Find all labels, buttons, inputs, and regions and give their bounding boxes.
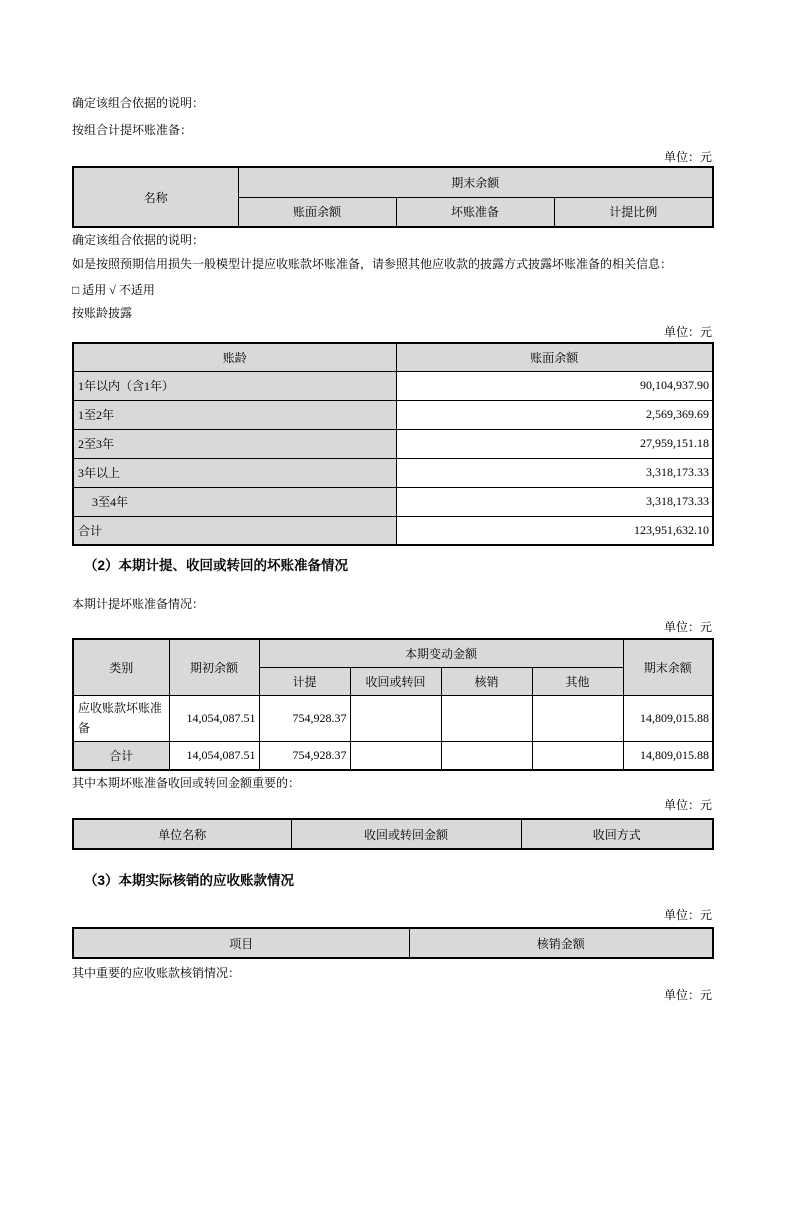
col-header-item: 项目 — [73, 928, 409, 958]
aging-label: 2至3年 — [73, 429, 396, 458]
section-2-heading: （2）本期计提、收回或转回的坏账准备情况 — [84, 558, 349, 573]
table-row-total — [73, 741, 713, 770]
aging-total-value: 123,951,632.10 — [396, 516, 713, 545]
movement-total-beginning: 14,054,087.51 — [169, 741, 259, 770]
col-header-beginning-balance: 期初余额 — [169, 639, 259, 695]
movement-total-writeoff — [441, 741, 532, 770]
col-header-writeoff: 核销 — [441, 667, 532, 695]
aging-total-label: 合计 — [73, 516, 396, 545]
col-header-category: 类别 — [73, 639, 169, 695]
table-row-total — [73, 516, 713, 545]
col-header-writeoff-amount: 核销金额 — [409, 928, 713, 958]
movement-provision: 754,928.37 — [259, 695, 350, 741]
table-row — [73, 695, 713, 741]
col-header-bad-debt-provision: 坏账准备 — [396, 197, 554, 227]
actual-writeoff-table — [72, 927, 714, 959]
recovery-table — [72, 818, 714, 850]
aging-label: 1至2年 — [73, 400, 396, 429]
col-header-aging: 账龄 — [73, 343, 396, 371]
col-header-ending-balance: 期末余额 — [623, 639, 713, 695]
col-header-change-group: 本期变动金额 — [259, 639, 623, 667]
col-header-recover: 收回或转回 — [350, 667, 441, 695]
applicability-checkbox-line: □ 适用 √ 不适用 — [72, 283, 155, 297]
movement-other — [532, 695, 623, 741]
unit-label-5: 单位：元 — [663, 908, 712, 922]
movement-total-other — [532, 741, 623, 770]
portfolio-provision-table — [72, 166, 714, 228]
movement-total-provision: 754,928.37 — [259, 741, 350, 770]
unit-label-4: 单位：元 — [663, 798, 712, 812]
movement-total-recover — [350, 741, 441, 770]
col-header-book-balance: 账面余额 — [238, 197, 396, 227]
aging-label: 3至4年 — [73, 487, 396, 516]
note-ecl-text: 如是按照预期信用损失一般模型计提应收账款坏账准备，请参照其他应收款的披露方式披露坏账准备的相关信息： — [72, 257, 673, 271]
col-header-provision-ratio: 计提比例 — [554, 197, 713, 227]
aging-value: 27,959,151.18 — [396, 429, 713, 458]
aging-value: 3,318,173.33 — [396, 458, 713, 487]
movement-category: 应收账款坏账准备 — [73, 695, 169, 741]
aging-value: 90,104,937.90 — [396, 371, 713, 400]
unit-label-1: 单位：元 — [663, 150, 712, 164]
col-header-other: 其他 — [532, 667, 623, 695]
aging-label: 3年以上 — [73, 458, 396, 487]
note-portfolio-method-text: 按组合计提坏账准备： — [72, 123, 193, 137]
col-header-provision: 计提 — [259, 667, 350, 695]
table-row — [73, 487, 713, 516]
col-header-book-balance: 账面余额 — [396, 343, 713, 371]
table-row — [73, 371, 713, 400]
aging-table — [72, 342, 714, 546]
note-important-recovery-text: 其中本期坏账准备收回或转回金额重要的： — [72, 776, 301, 790]
note-important-writeoff-text: 其中重要的应收账款核销情况： — [72, 966, 241, 980]
note-basis-text-1: 确定该组合依据的说明： — [72, 96, 205, 110]
col-header-recover-amount: 收回或转回金额 — [291, 819, 521, 849]
aging-value: 2,569,369.69 — [396, 400, 713, 429]
movement-total-label: 合计 — [73, 741, 169, 770]
unit-label-2: 单位：元 — [663, 325, 712, 339]
movement-writeoff — [441, 695, 532, 741]
provision-movement-table — [72, 638, 714, 771]
aging-value: 3,318,173.33 — [396, 487, 713, 516]
document-page — [72, 94, 712, 1004]
note-aging-disclosure-text: 按账龄披露 — [72, 306, 133, 320]
note-basis-text-2: 确定该组合依据的说明： — [72, 233, 205, 247]
col-header-recover-method: 收回方式 — [521, 819, 713, 849]
movement-total-ending: 14,809,015.88 — [623, 741, 713, 770]
table-row — [73, 458, 713, 487]
section-3-heading: （3）本期实际核销的应收账款情况 — [84, 873, 295, 888]
unit-label-6: 单位：元 — [663, 988, 712, 1002]
aging-label: 1年以内（含1年） — [73, 371, 396, 400]
note-current-provision-text: 本期计提坏账准备情况： — [72, 597, 205, 611]
col-header-ending-balance-group: 期末余额 — [238, 167, 713, 197]
movement-ending: 14,809,015.88 — [623, 695, 713, 741]
table-row — [73, 429, 713, 458]
col-header-unit-name: 单位名称 — [73, 819, 291, 849]
col-header-name: 名称 — [73, 167, 238, 227]
movement-recover — [350, 695, 441, 741]
movement-beginning: 14,054,087.51 — [169, 695, 259, 741]
unit-label-3: 单位：元 — [663, 620, 712, 634]
table-row — [73, 400, 713, 429]
